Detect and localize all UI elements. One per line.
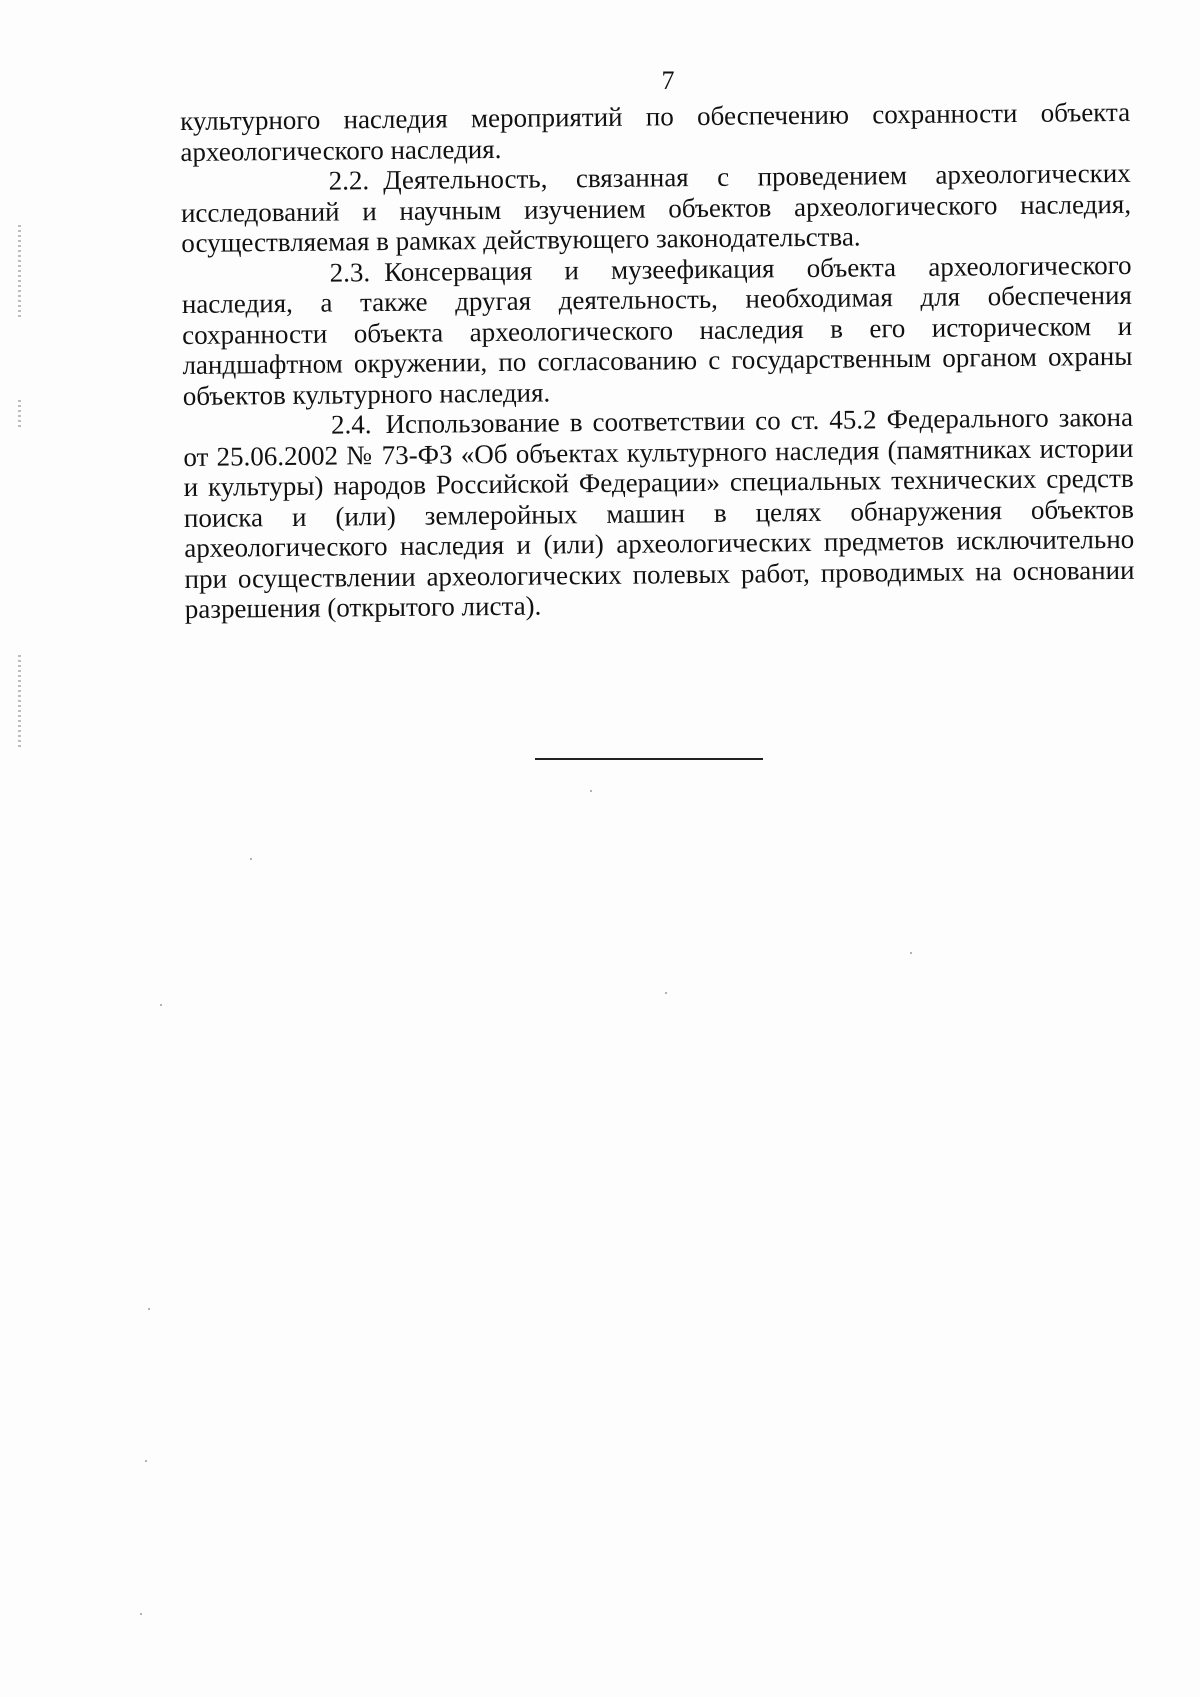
scan-speck	[250, 858, 252, 860]
scan-margin-noise-middle	[18, 400, 21, 428]
paragraph-2-4	[183, 402, 1135, 625]
page-number: 7	[661, 66, 675, 95]
scan-speck	[148, 1308, 150, 1310]
scan-speck	[590, 790, 592, 792]
paragraph-2-3	[181, 249, 1132, 411]
scan-speck	[160, 1004, 162, 1006]
scan-speck	[140, 1613, 142, 1615]
paragraph-number: 2.3.	[329, 256, 371, 288]
document-body	[180, 97, 1135, 625]
paragraph-number: 2.4.	[330, 409, 372, 440]
paragraph-continuation	[180, 97, 1131, 167]
paragraph-text: Деятельность, связанная с проведением археологических исследований и научным изучением объектов археологического наследия, осуществляемая в рамках действующего законодательства.	[180, 157, 1132, 258]
paragraph-text: культурного наследия мероприятий по обеспечению сохранности объекта археологического наследия.	[180, 96, 1131, 167]
paragraph-number: 2.2.	[328, 165, 370, 196]
paragraph-text: Использование в соответствии со ст. 45.2 Федерального закона от 25.06.2002 № 73-ФЗ «Об объектах культурного наследия (памятниках истории и культуры) народов Российской Федерации» специальных технических средств поиска и (или) землеройных машин в целях обнаружения объектов археологического наследия и (или) археологических предметов исключительно при осуществлении археологических полевых работ, проводимых на основании разрешения (открытого листа).	[183, 401, 1135, 624]
end-separator-line	[535, 758, 763, 760]
scan-margin-noise-bottom	[18, 655, 21, 750]
scan-speck	[145, 1460, 147, 1462]
paragraph-text: Консервация и музеефикация объекта археологического наследия, а также другая деятельность, необходимая для обеспечения сохранности объекта археологического наследия в его историческом и ландшафтном окружении, по согласованию с государственным органом охраны объектов культурного наследия.	[181, 249, 1133, 411]
scan-margin-noise-top	[18, 225, 21, 320]
scan-speck	[665, 992, 667, 994]
paragraph-2-2	[181, 158, 1132, 259]
scan-speck	[910, 952, 912, 954]
